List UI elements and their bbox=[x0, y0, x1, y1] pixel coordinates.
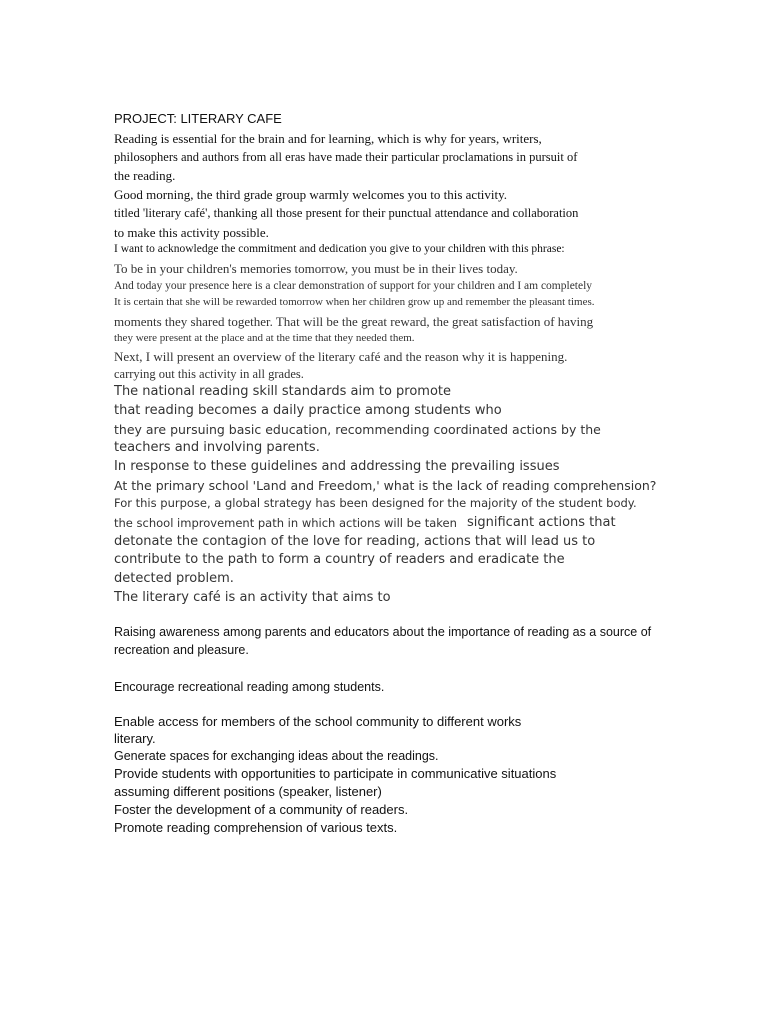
standards-line: contribute to the path to form a country of readers and eradicate the bbox=[114, 552, 565, 567]
intro-line: To be in your children's memories tomorrow, you must be in their lives today. bbox=[114, 261, 518, 276]
intro-line: they were present at the place and at the time that they needed them. bbox=[114, 332, 415, 344]
standards-line: the school improvement path in which actions will be taken bbox=[114, 516, 457, 530]
objectives-line: Promote reading comprehension of various texts. bbox=[114, 820, 398, 835]
intro-line: Next, I will present an overview of the literary café and the reason why it is happening. bbox=[114, 349, 568, 364]
intro-line: to make this activity possible. bbox=[114, 225, 269, 240]
standards-line: The national reading skill standards aim to promote bbox=[114, 384, 452, 399]
intro-line: titled 'literary café', thanking all those present for their punctual attendance and collaboration bbox=[114, 206, 579, 220]
intro-line: philosophers and authors from all eras have made their particular proclamations in pursuit of bbox=[114, 150, 578, 164]
intro-line: And today your presence here is a clear demonstration of support for your children and I am completely bbox=[114, 280, 593, 292]
standards-line: that reading becomes a daily practice among students who bbox=[114, 403, 502, 418]
intro-line: I want to acknowledge the commitment and dedication you give to your children with this phrase: bbox=[114, 243, 565, 255]
intro-line: It is certain that she will be rewarded tomorrow when her children grow up and remember the pleasant times. bbox=[114, 296, 595, 308]
objectives-line: assuming different positions (speaker, listener) bbox=[114, 784, 382, 799]
objectives-line: Raising awareness among parents and educators about the importance of reading as a source of bbox=[114, 625, 652, 639]
objectives-line: Provide students with opportunities to participate in communicative situations bbox=[114, 766, 557, 781]
objectives-line: literary. bbox=[114, 731, 156, 746]
document-title: PROJECT: LITERARY CAFE bbox=[114, 111, 282, 126]
objectives-line: Generate spaces for exchanging ideas about the readings. bbox=[114, 749, 439, 763]
standards-line: For this purpose, a global strategy has been designed for the majority of the student body. bbox=[114, 496, 637, 510]
standards-line: detected problem. bbox=[114, 571, 234, 586]
standards-line: teachers and involving parents. bbox=[114, 440, 320, 455]
standards-line: detonate the contagion of the love for reading, actions that will lead us to bbox=[114, 534, 596, 549]
objectives-line: recreation and pleasure. bbox=[114, 643, 249, 657]
objectives-line: Enable access for members of the school community to different works bbox=[114, 714, 522, 729]
standards-line: The literary café is an activity that aims to bbox=[114, 590, 391, 605]
intro-line: carrying out this activity in all grades. bbox=[114, 367, 304, 381]
objectives-line: Encourage recreational reading among students. bbox=[114, 680, 385, 694]
intro-line: Reading is essential for the brain and for learning, which is why for years, writers, bbox=[114, 131, 542, 146]
standards-line: they are pursuing basic education, recommending coordinated actions by the bbox=[114, 422, 601, 437]
intro-line: Good morning, the third grade group warmly welcomes you to this activity. bbox=[114, 187, 508, 202]
intro-line: the reading. bbox=[114, 168, 176, 183]
objectives-line: Foster the development of a community of readers. bbox=[114, 802, 409, 817]
intro-line: moments they shared together. That will be the great reward, the great satisfaction of having bbox=[114, 314, 594, 329]
standards-line-continuation: significant actions that bbox=[467, 515, 616, 530]
standards-line: In response to these guidelines and addressing the prevailing issues bbox=[114, 459, 560, 474]
standards-line: At the primary school 'Land and Freedom,' what is the lack of reading comprehension? bbox=[114, 478, 657, 493]
